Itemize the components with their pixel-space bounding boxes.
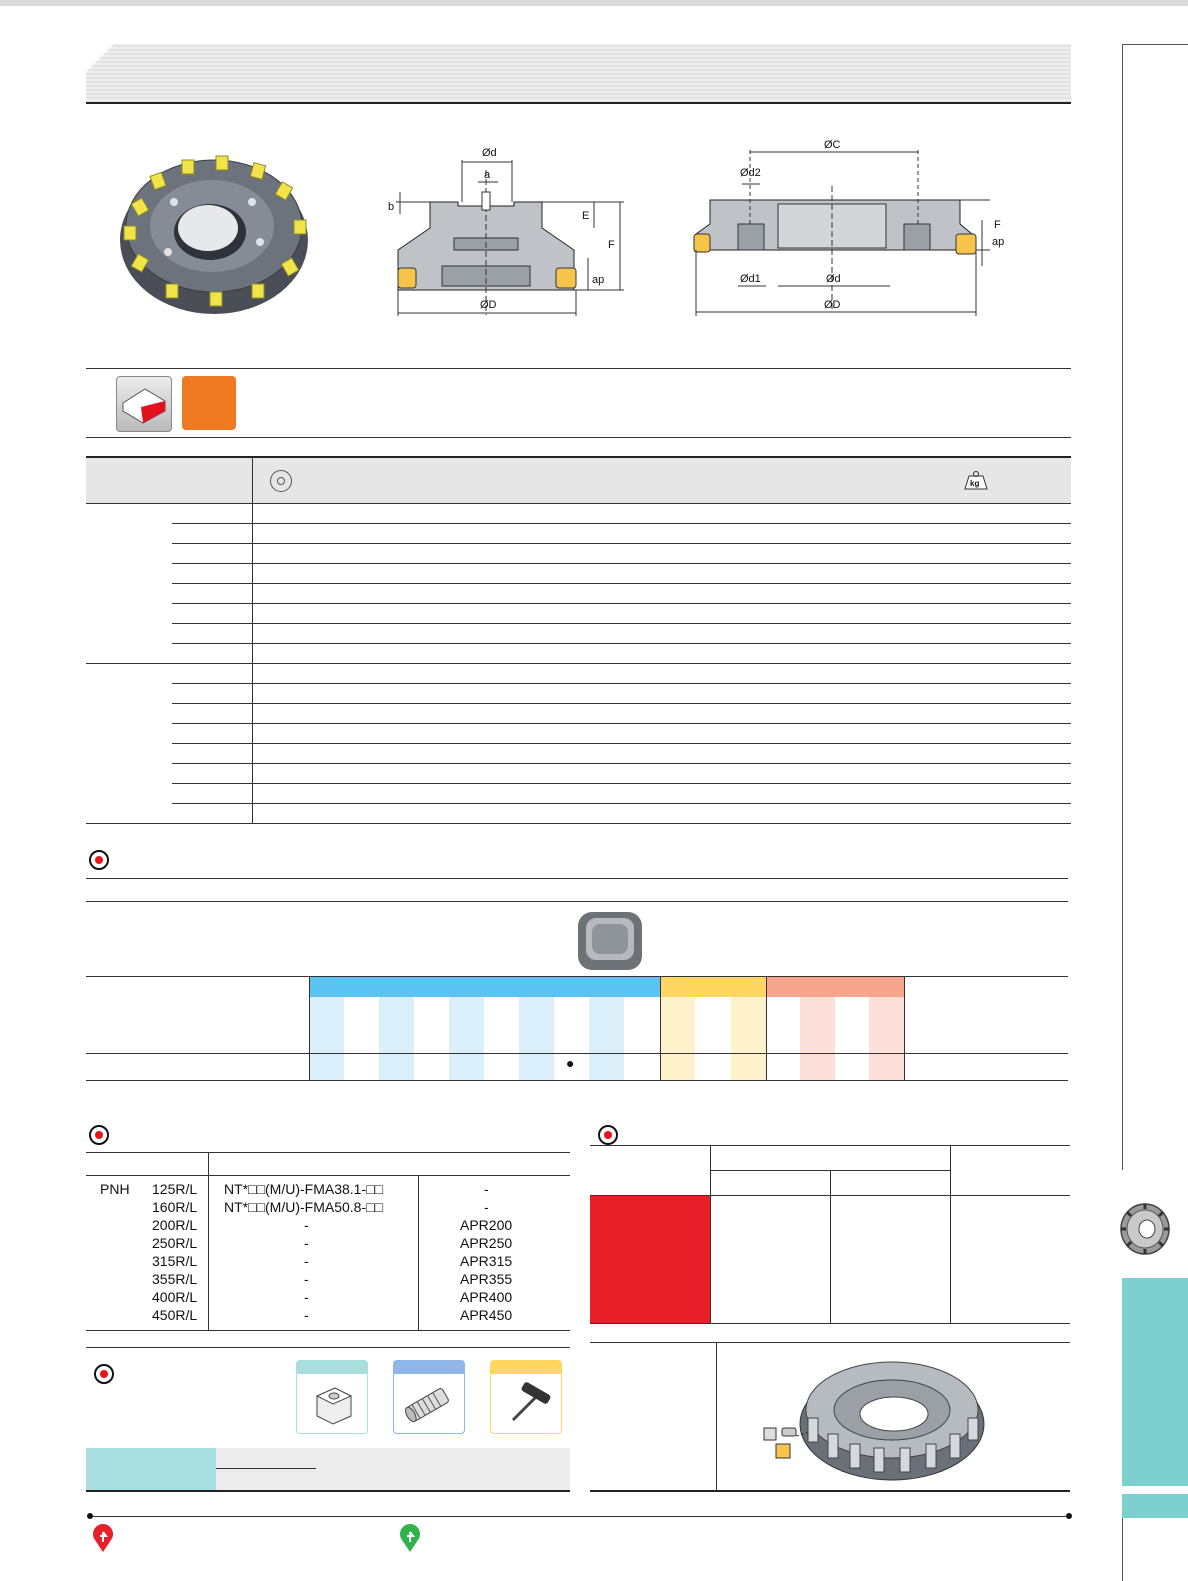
- col-divider: [208, 1152, 209, 1330]
- table-row: [172, 583, 1071, 584]
- table-row: [172, 703, 1071, 704]
- section-bullet-icon: [89, 1125, 109, 1145]
- target-icon: [270, 470, 292, 492]
- rule: [86, 901, 1068, 902]
- red-cell: [590, 1196, 710, 1323]
- side-tab-teal-small: [1122, 1494, 1188, 1518]
- dim-d-outer-large: ØD: [824, 299, 841, 311]
- wrench-part-card: [490, 1360, 562, 1434]
- arbor-code: -: [304, 1235, 309, 1251]
- top-strip: [0, 0, 1188, 6]
- col-divider: [950, 1145, 951, 1323]
- rule: [590, 1490, 1070, 1492]
- adapter-code: APR315: [460, 1253, 513, 1269]
- grade-divider: [309, 977, 310, 1080]
- grade-band-salmon: [766, 977, 904, 997]
- col-divider: [710, 1145, 711, 1323]
- rule: [590, 1323, 1070, 1324]
- section-bullet-icon: [89, 850, 109, 870]
- table-row: [172, 723, 1071, 724]
- holder-size: 315R/L: [152, 1253, 198, 1269]
- dim-d2: Ød2: [740, 167, 761, 179]
- side-tab-frame: [1122, 44, 1188, 1170]
- color-chip: [182, 376, 236, 430]
- holder-size: 200R/L: [152, 1217, 198, 1233]
- page-ref-red-icon[interactable]: [91, 1524, 115, 1554]
- cutter-drawing-large: [690, 136, 990, 320]
- grade-col: [379, 997, 414, 1080]
- dim-ap-large: ap: [992, 236, 1005, 248]
- grade-col: [519, 997, 554, 1080]
- dim-a: a: [484, 169, 491, 181]
- dim-d1: Ød1: [740, 273, 761, 285]
- grade-col: [449, 997, 484, 1080]
- table-group-rule: [86, 663, 1071, 664]
- grade-col: [589, 997, 624, 1080]
- rule: [86, 1053, 1068, 1054]
- dim-b: b: [388, 201, 395, 213]
- dim-ap: ap: [592, 274, 605, 286]
- rule: [86, 1347, 570, 1348]
- section-bullet-icon: [94, 1364, 114, 1384]
- weight-icon: [964, 470, 988, 490]
- grade-divider: [904, 977, 905, 1080]
- adapter-code: APR200: [460, 1217, 513, 1233]
- rule: [86, 1175, 570, 1176]
- arbor-code: -: [304, 1289, 309, 1305]
- adapter-code: APR355: [460, 1271, 513, 1287]
- section-bullet-icon: [598, 1125, 618, 1145]
- face-mill-cutter-image: [112, 142, 316, 318]
- table-header: [86, 458, 1071, 503]
- dim-f-large: F: [994, 219, 1001, 231]
- table-row: [172, 563, 1071, 564]
- holder-size: 250R/L: [152, 1235, 198, 1251]
- adapter-code: -: [484, 1199, 489, 1215]
- title-rule: [86, 102, 1071, 104]
- arbor-code: -: [304, 1253, 309, 1269]
- rule: [86, 1330, 570, 1331]
- rule: [590, 1342, 1070, 1343]
- holder-size: 400R/L: [152, 1289, 198, 1305]
- dim-c: ØC: [824, 139, 841, 151]
- grade-col: [869, 997, 904, 1080]
- rule: [86, 1080, 1068, 1081]
- title-band: [86, 44, 1071, 102]
- table-row: [172, 623, 1071, 624]
- screw-part-card: [393, 1360, 465, 1434]
- side-tab-lower-line: [1122, 1518, 1123, 1581]
- table-row: [172, 543, 1071, 544]
- rule: [86, 437, 1071, 438]
- col-divider: [418, 1175, 419, 1330]
- rule: [710, 1170, 950, 1171]
- footer-rule: [90, 1516, 1070, 1517]
- arbor-code: -: [304, 1307, 309, 1323]
- arbor-code: NT*□□(M/U)-FMA38.1-□□: [224, 1181, 384, 1197]
- page-ref-green-icon[interactable]: [398, 1524, 422, 1554]
- adapter-code: APR250: [460, 1235, 513, 1251]
- arbor-code: NT*□□(M/U)-FMA50.8-□□: [224, 1199, 384, 1215]
- dim-f: F: [608, 239, 615, 251]
- holder-size: 450R/L: [152, 1307, 198, 1323]
- grade-divider: [660, 977, 661, 1080]
- table-row: [172, 683, 1071, 684]
- rule: [86, 1490, 570, 1492]
- rule: [86, 1152, 570, 1153]
- grade-divider: [766, 977, 767, 1080]
- adapter-code: -: [484, 1181, 489, 1197]
- arbor-code: -: [304, 1217, 309, 1233]
- rule: [590, 1145, 1070, 1146]
- table-row: [172, 763, 1071, 764]
- parts-table-header: [86, 1448, 216, 1490]
- side-tab-teal: [1122, 1278, 1188, 1486]
- table-row: [172, 783, 1071, 784]
- cutter-drawing-small: [384, 140, 640, 320]
- holder-size: 160R/L: [152, 1199, 198, 1215]
- assembly-image: [750, 1348, 990, 1488]
- dim-e: E: [582, 210, 590, 222]
- grade-band-blue: [309, 977, 660, 997]
- rule: [216, 1468, 316, 1469]
- grade-col: [731, 997, 766, 1080]
- grade-col: [309, 997, 344, 1080]
- arbor-code: -: [304, 1271, 309, 1287]
- adapter-code: APR450: [460, 1307, 513, 1323]
- table-bottom: [86, 823, 1071, 824]
- dim-d-bore: Ød: [826, 273, 841, 285]
- table-row: [172, 803, 1071, 804]
- series-label: PNH: [100, 1181, 130, 1197]
- footer-dot: [1066, 1513, 1072, 1519]
- footer-dot: [87, 1513, 93, 1519]
- col-divider: [716, 1342, 717, 1490]
- side-cutter-thumbnail: [1117, 1200, 1173, 1258]
- table-row: [172, 603, 1071, 604]
- table-row: [172, 743, 1071, 744]
- table-header-rule: [86, 503, 1071, 504]
- dim-d-outer: ØD: [480, 299, 497, 311]
- rule: [86, 878, 1068, 879]
- grade-availability-dot: ●: [566, 1055, 575, 1071]
- insert-image: [574, 908, 646, 976]
- col-divider: [830, 1170, 831, 1323]
- insert-wedge-icon: [116, 376, 172, 432]
- grade-col: [660, 997, 695, 1080]
- table-row: [172, 523, 1071, 524]
- insert-part-card: [296, 1360, 368, 1434]
- table-row: [172, 643, 1071, 644]
- table-divider: [252, 458, 253, 824]
- rule: [86, 368, 1071, 369]
- dim-d: Ød: [482, 147, 497, 159]
- weight-kg-label: kg: [970, 479, 980, 488]
- holder-size: 125R/L: [152, 1181, 198, 1197]
- holder-size: 355R/L: [152, 1271, 198, 1287]
- grade-band-yellow: [660, 977, 766, 997]
- grade-col: [800, 997, 835, 1080]
- adapter-code: APR400: [460, 1289, 513, 1305]
